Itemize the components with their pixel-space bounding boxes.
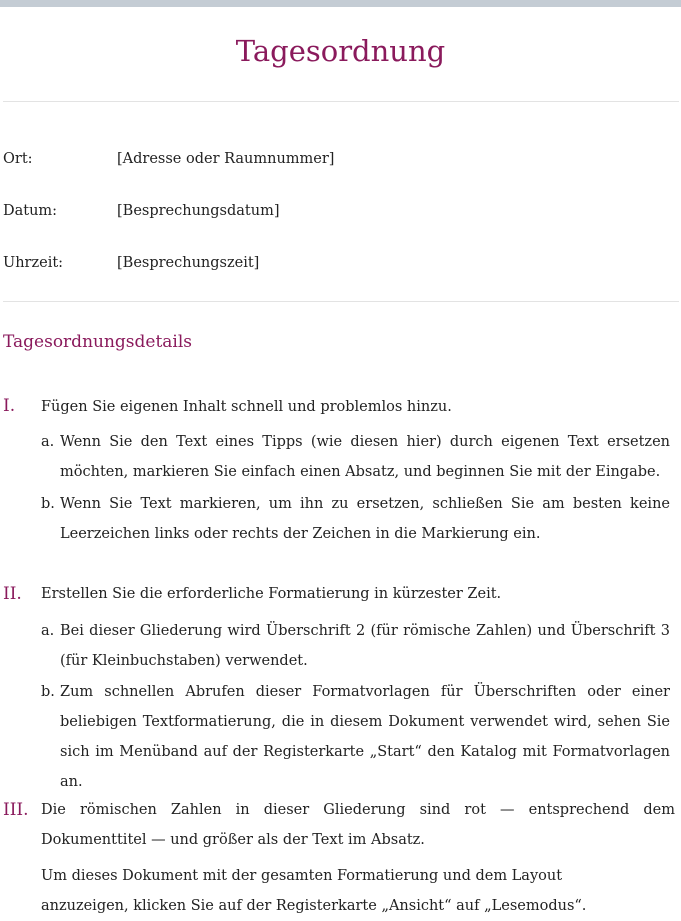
date-value[interactable]: [Besprechungsdatum] [117, 203, 280, 219]
subitem-text: Wenn Sie Text markieren, um ihn zu ersetzen, schließen Sie am besten keine Leerzeichen links oder rechts der Zeichen in die Markierung ein. [60, 496, 670, 542]
divider [3, 101, 679, 102]
top-border [0, 0, 681, 7]
item-numeral: II. [3, 584, 22, 604]
subitem-letter: b. [41, 684, 55, 700]
item-text: Erstellen Sie die erforderliche Formatierung in kürzester Zeit. [41, 586, 502, 602]
divider [3, 301, 679, 302]
item-numeral: III. [3, 800, 29, 820]
subitem-text: Bei dieser Gliederung wird Überschrift 2 (für römische Zahlen) und Überschrift 3 (für Kleinbuchstaben) verwendet. [60, 623, 670, 669]
document-title: Tagesordnung [235, 34, 446, 68]
item-note-line: Um dieses Dokument mit der gesamten Formatierung und dem Layout [41, 868, 563, 884]
subitem-letter: a. [41, 623, 55, 639]
item-numeral: I. [3, 396, 16, 416]
date-label: Datum: [3, 203, 58, 219]
time-value[interactable]: [Besprechungszeit] [117, 255, 260, 271]
item-note-line: anzuzeigen, klicken Sie auf der Registerkarte „Ansicht“ auf „Lesemodus“. [41, 898, 587, 914]
subitem-text: Wenn Sie den Text eines Tipps (wie diesen hier) durch eigenen Text ersetzen möchten, markieren Sie einfach einen Absatz, und beginnen Sie mit der Eingabe. [60, 434, 670, 480]
item-text: Fügen Sie eigenen Inhalt schnell und problemlos hinzu. [41, 399, 452, 415]
location-label: Ort: [3, 151, 33, 167]
section-heading: Tagesordnungsdetails [3, 332, 193, 352]
subitem-text: Zum schnellen Abrufen dieser Formatvorlagen für Überschriften oder einer beliebigen Textformatierung, die in diesem Dokument verwendet wird, sehen Sie sich im Menüband auf der Registerkarte „Start“ den Katalog mit Formatvorlagen an. [60, 684, 670, 790]
subitem-letter: b. [41, 496, 55, 512]
time-label: Uhrzeit: [3, 255, 64, 271]
location-value[interactable]: [Adresse oder Raumnummer] [117, 151, 335, 167]
item-text: Die römischen Zahlen in dieser Gliederung sind rot — entsprechend dem Dokumenttitel — und größer als der Text im Absatz. [41, 802, 675, 848]
subitem-letter: a. [41, 434, 55, 450]
